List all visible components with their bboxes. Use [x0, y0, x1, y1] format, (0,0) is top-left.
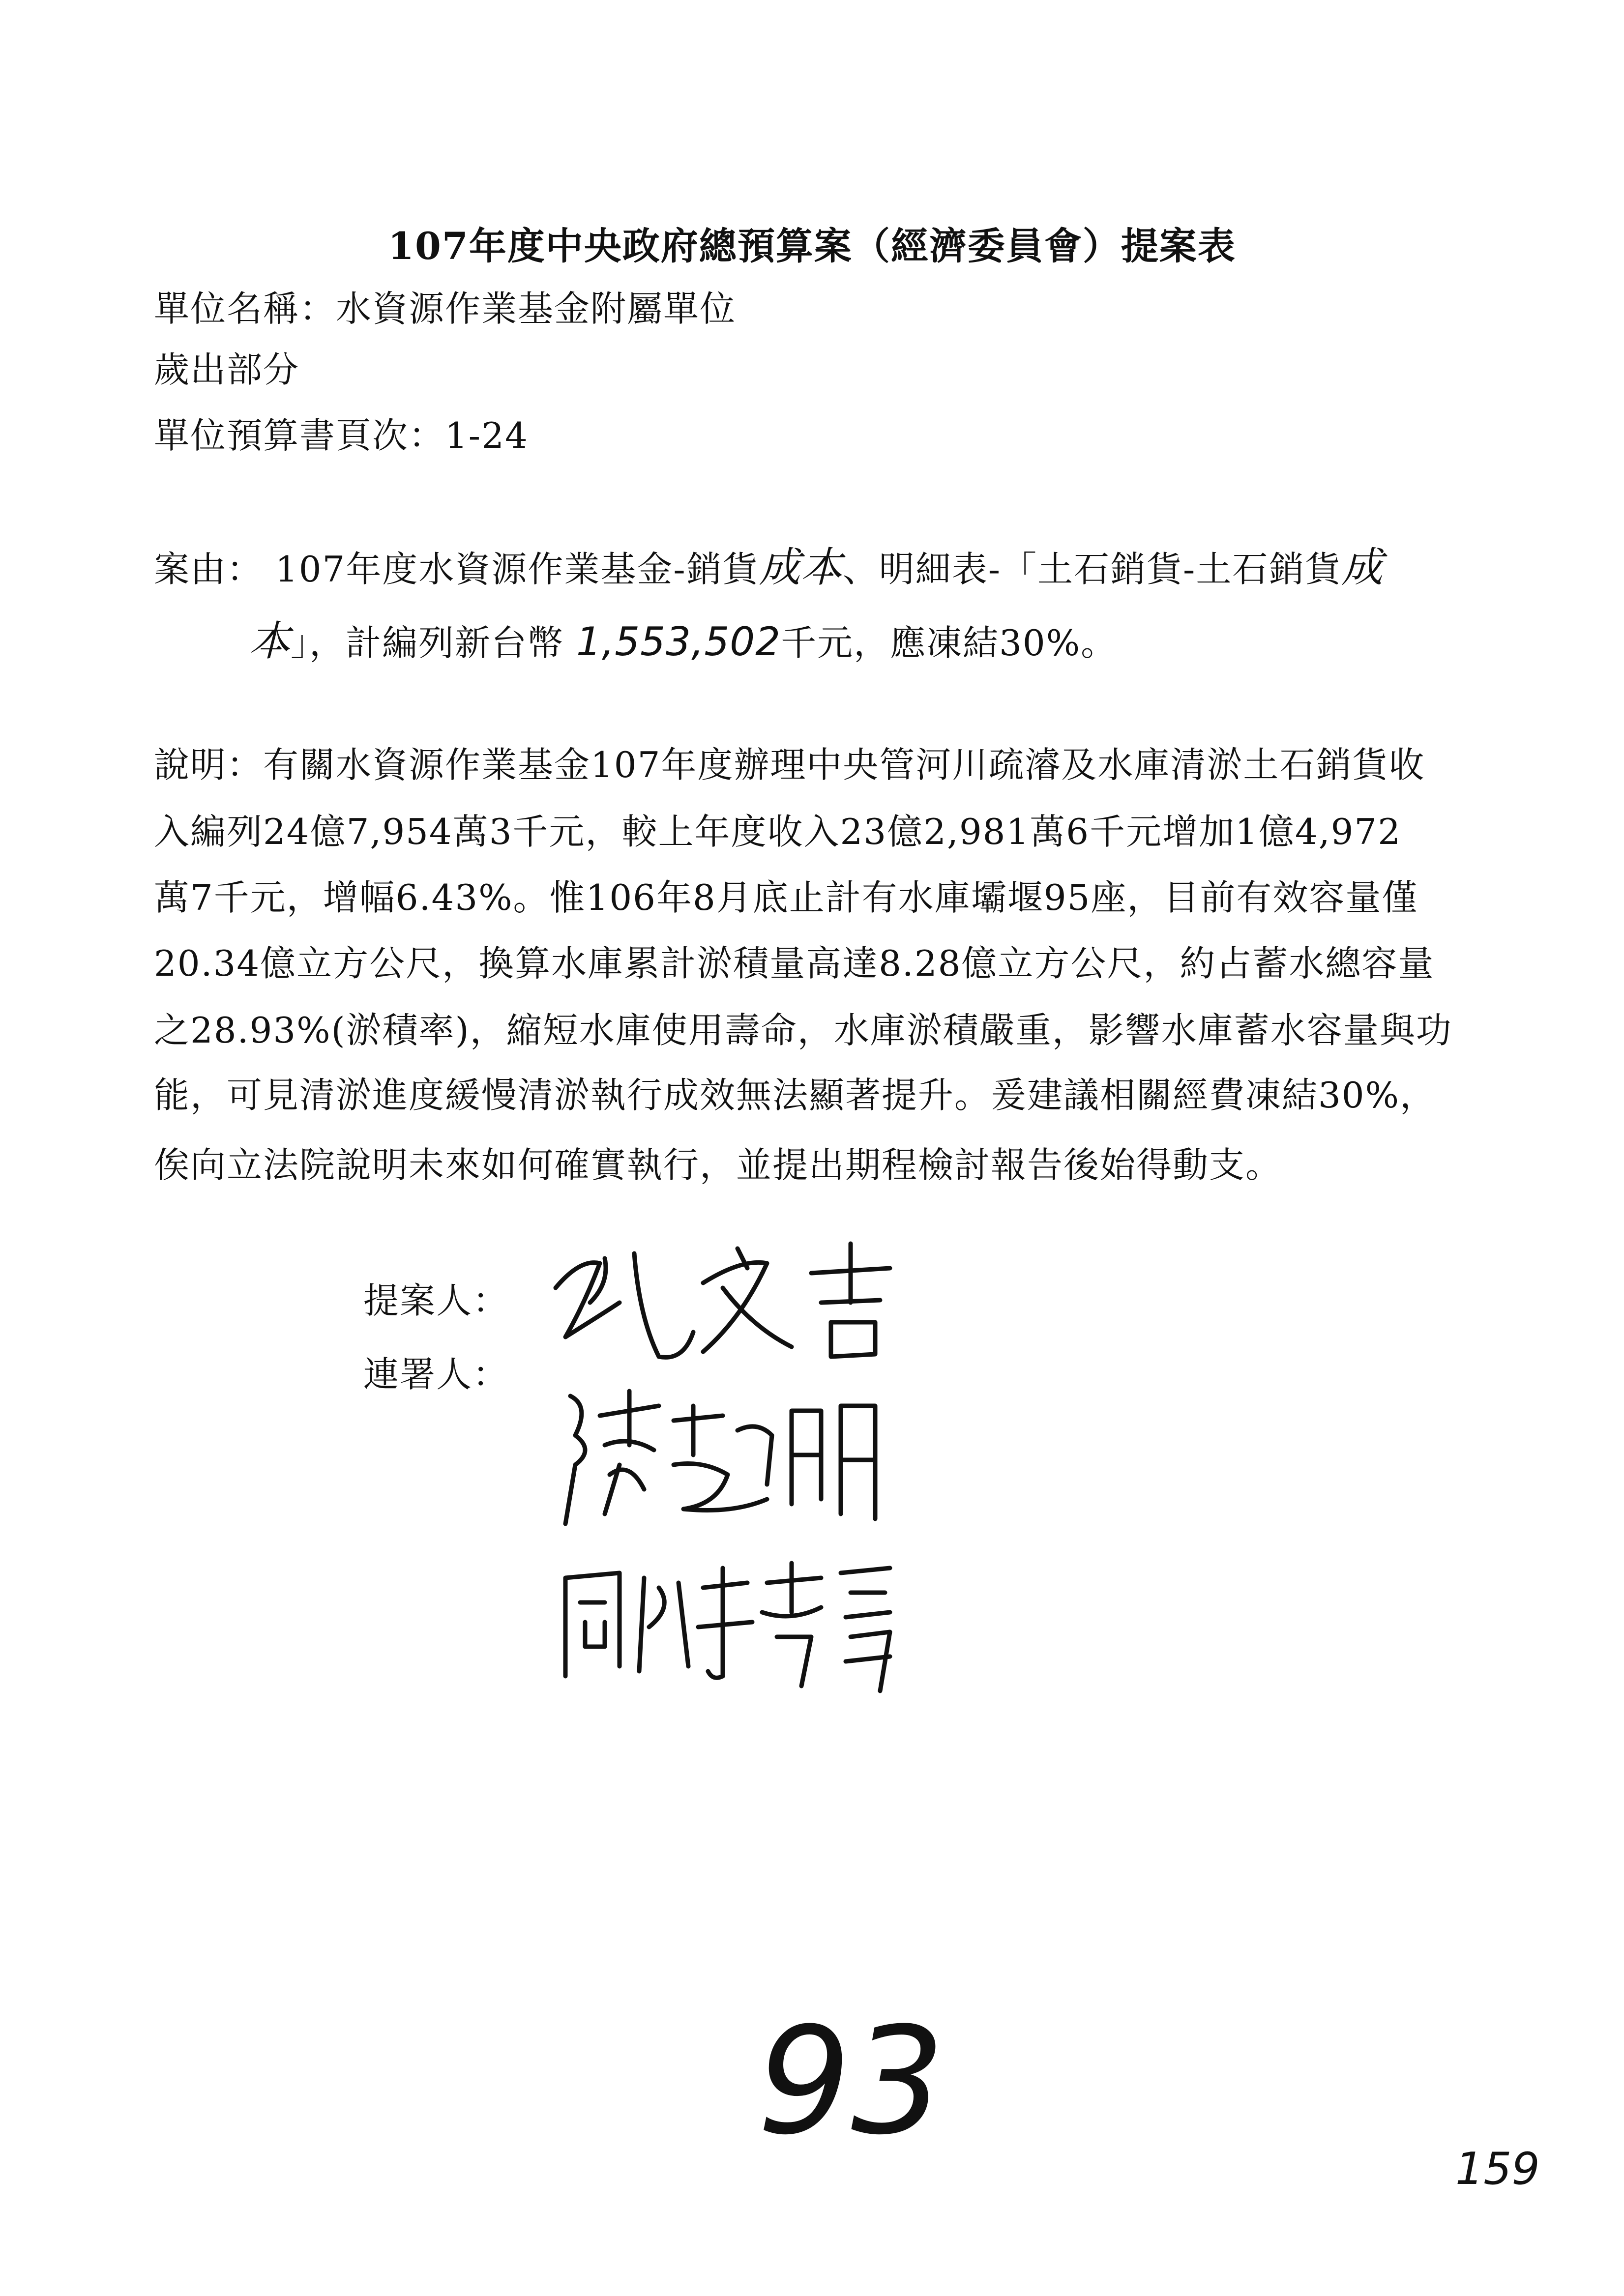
signature-proposer [536, 1229, 910, 1376]
case-label: 案由： [154, 549, 264, 590]
handwritten-correction: 成本 [759, 543, 843, 591]
explanation-line: 20.34億立方公尺，換算水庫累計淤積量高達8.28億立方公尺，約占蓄水總容量 [154, 943, 1435, 984]
case-line-2 [249, 617, 1118, 665]
corner-page-number: 159 [1455, 2143, 1540, 2195]
case-text: 107年度水資源作業基金-銷貨 [275, 549, 759, 590]
proposer-label: 提案人： [363, 1280, 509, 1321]
case-text: 千元，應凍結30%。 [781, 622, 1118, 664]
signature-cosigner-2 [546, 1548, 929, 1706]
case-text: 、明細表-「土石銷貨-土石銷貨 [842, 549, 1342, 590]
explanation-line: 能，可見清淤進度緩慢清淤執行成效無法顯著提升。爰建議相關經費凍結30%， [154, 1075, 1437, 1116]
handwritten-correction: 本 [249, 617, 291, 665]
budget-page: 單位預算書頁次：1-24 [154, 415, 529, 456]
unit-name: 單位名稱：水資源作業基金附屬單位 [154, 288, 737, 329]
explanation-line: 入編列24億7,954萬3千元，較上年度收入23億2,981萬6千元增加1億4,972 [154, 811, 1402, 852]
handwritten-page-number: 93 [757, 1996, 945, 2167]
case-line-1 [154, 543, 1384, 591]
explanation-line: 俟向立法院說明未來如何確實執行，並提出期程檢討報告後始得動支。 [154, 1144, 1282, 1186]
signature-cosigner-1 [546, 1376, 900, 1534]
cosigner-label: 連署人： [363, 1354, 509, 1395]
explanation-line: 萬7千元，增幅6.43%。惟106年8月底止計有水庫壩堰95座，目前有效容量僅 [154, 877, 1418, 918]
case-text: 」，計編列新台幣 [291, 622, 564, 664]
explanation-line: 說明：有關水資源作業基金107年度辦理中央管河川疏濬及水庫清淤土石銷貨收 [154, 744, 1425, 785]
document-title: 107年度中央政府總預算案（經濟委員會）提案表 [388, 224, 1236, 268]
handwritten-amount: 1,553,502 [576, 619, 781, 665]
section-label: 歲出部分 [154, 349, 300, 390]
explanation-line: 之28.93%(淤積率)，縮短水庫使用壽命，水庫淤積嚴重，影響水庫蓄水容量與功 [154, 1010, 1452, 1051]
handwritten-correction: 成 [1341, 543, 1384, 591]
